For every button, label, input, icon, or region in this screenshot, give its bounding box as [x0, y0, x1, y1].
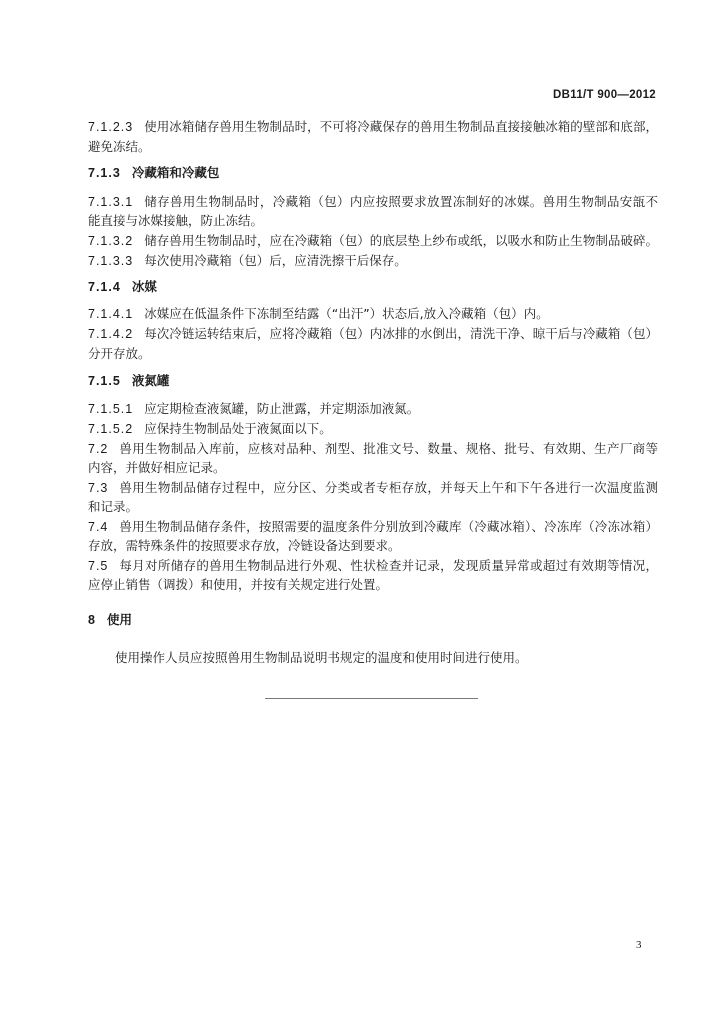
heading-7-1-3: [88, 163, 658, 183]
clause-7-1-2-3-line-1: [88, 117, 658, 137]
heading-7-1-5: [88, 371, 658, 391]
heading-title: 冰媒: [131, 279, 157, 294]
clause-7-1-2-3-line-2: [88, 137, 658, 157]
clause-7-1-5-1: [88, 399, 658, 419]
heading-number: 8: [88, 613, 96, 627]
clause-number: 7.2: [88, 442, 109, 456]
clause-7-3-line-1: [88, 478, 658, 498]
clause-text: 储存兽用生物制品时，冷藏箱（包）内应按照要求放置冻制好的冰媒。兽用生物制品安瓿不: [144, 194, 658, 209]
clause-text: 内容，并做好相应记录。: [88, 460, 226, 475]
standard-code: DB11/T 900—2012: [553, 89, 656, 101]
clause-number: 7.1.5.1: [88, 402, 134, 416]
clause-number: 7.1.3.3: [88, 254, 134, 268]
clause-number: 7.4: [88, 520, 109, 534]
clause-7-1-3-1-line-1: [88, 192, 658, 212]
clause-text: 兽用生物制品入库前，应核对品种、剂型、批准文号、数量、规格、批号、有效期、生产厂商等: [119, 441, 658, 456]
section-8-body: [115, 648, 655, 668]
clause-text: 每次冷链运转结束后，应将冷藏箱（包）内冰排的水倒出，清洗干净、晾干后与冷藏箱（包）: [144, 326, 658, 341]
clause-7-5-line-1: [88, 556, 658, 576]
clause-number: 7.3: [88, 481, 109, 495]
clause-7-5-line-2: [88, 575, 658, 595]
clause-number: 7.1.3.2: [88, 234, 134, 248]
heading-number: 7.1.4: [88, 280, 121, 294]
clause-text: 应保持生物制品处于液氮面以下。: [144, 421, 332, 436]
clause-text: 分开存放。: [88, 346, 151, 361]
clause-7-1-3-2: [88, 231, 658, 251]
clause-number: 7.5: [88, 559, 109, 573]
clause-7-1-4-2-line-2: [88, 344, 658, 364]
clause-text: 能直接与冰媒接触，防止冻结。: [88, 213, 264, 228]
end-rule: [265, 698, 478, 699]
clause-text: 每月对所储存的兽用生物制品进行外观、性状检查并记录，发现质量异常或超过有效期等情况，: [119, 558, 658, 573]
page-number: 3: [636, 939, 642, 951]
clause-7-2-line-1: [88, 439, 658, 459]
clause-7-1-4-2-line-1: [88, 324, 658, 344]
clause-7-4-line-2: [88, 536, 658, 556]
paragraph-text: 使用操作人员应按照兽用生物制品说明书规定的温度和使用时间进行使用。: [115, 650, 528, 665]
clause-number: 7.1.3.1: [88, 195, 134, 209]
clause-text: 存放，需特殊条件的按照要求存放，冷链设备达到要求。: [88, 538, 401, 553]
heading-8: [88, 610, 658, 630]
heading-title: 使用: [106, 612, 132, 627]
clause-7-1-4-1: [88, 304, 658, 324]
clause-text: 应定期检查液氮罐，防止泄露，并定期添加液氮。: [144, 401, 420, 416]
heading-title: 冷藏箱和冷藏包: [131, 165, 220, 180]
clause-7-3-line-2: [88, 497, 658, 517]
clause-number: 7.1.4.1: [88, 307, 134, 321]
clause-7-4-line-1: [88, 517, 658, 537]
clause-text: 应停止销售（调拨）和使用，并按有关规定进行处置。: [88, 577, 389, 592]
heading-7-1-4: [88, 277, 658, 297]
heading-number: 7.1.3: [88, 166, 121, 180]
clause-7-1-5-2: [88, 419, 658, 439]
clause-text: 每次使用冷藏箱（包）后，应清洗擦干后保存。: [144, 253, 407, 268]
heading-number: 7.1.5: [88, 374, 121, 388]
heading-title: 液氮罐: [131, 373, 170, 388]
clause-text: 冰媒应在低温条件下冻制至结露（“出汗”）状态后,放入冷藏箱（包）内。: [144, 306, 549, 321]
clause-text: 兽用生物制品储存过程中，应分区、分类或者专柜存放，并每天上午和下午各进行一次温度监测: [119, 480, 658, 495]
clause-7-1-3-3: [88, 251, 658, 271]
clause-text: 避免冻结。: [88, 139, 151, 154]
clause-text: 和记录。: [88, 499, 139, 514]
clause-number: 7.1.2.3: [88, 120, 134, 134]
clause-7-1-3-1-line-2: [88, 211, 658, 231]
clause-number: 7.1.4.2: [88, 327, 134, 341]
clause-text: 兽用生物制品储存条件，按照需要的温度条件分别放到冷藏库（冷藏冰箱）、冷冻库（冷冻冰箱）: [119, 519, 658, 534]
clause-number: 7.1.5.2: [88, 422, 134, 436]
clause-text: 储存兽用生物制品时，应在冷藏箱（包）的底层垫上纱布或纸，以吸水和防止生物制品破碎。: [144, 233, 658, 248]
clause-7-2-line-2: [88, 458, 658, 478]
clause-text: 使用冰箱储存兽用生物制品时，不可将冷藏保存的兽用生物制品直接接触冰箱的壁部和底部，: [144, 119, 658, 134]
